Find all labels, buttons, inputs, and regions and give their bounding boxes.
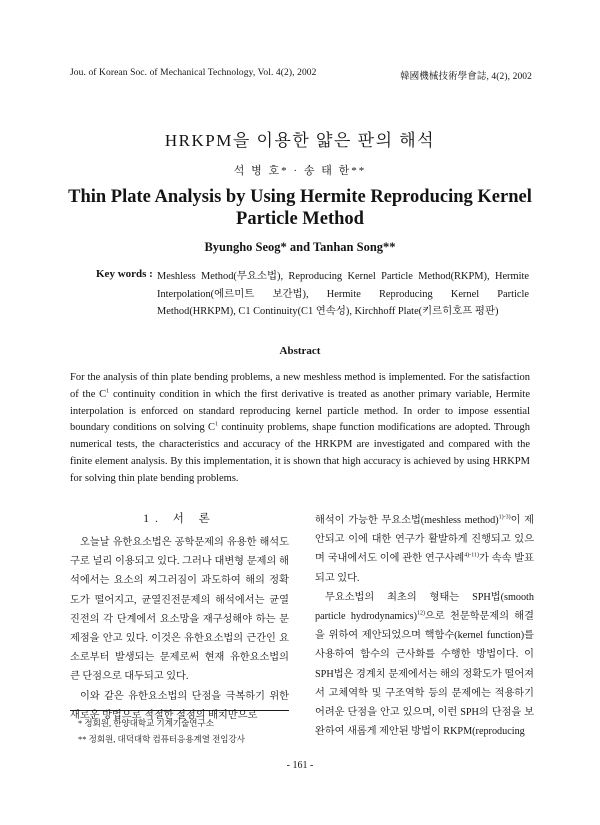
right-column [315, 511, 534, 741]
right-p2-text-b: 으로 천문학문제의 해결을 위하여 제안되었으며 핵함수(kernel function)를 사용하여 함수의 근사화를 수행한 방법이다. 이 SPH법은 경계치 문제에서는 해의 정확도가 떨어져서 고체역학 및 구조역학 등의 문제에는 적용하기 어려운 단점을 안고 있으며, 이런 SPH의 단점을 보완하여 새롭게 제안된 방법이 RKPM(reproducing [315, 611, 534, 738]
abstract-heading: Abstract [279, 345, 321, 357]
footnote-2: ** 정회원, 대덕대학 컴퓨터응용계열 전임강사 [78, 734, 245, 744]
left-paragraph-1: 오늘날 유한요소법은 공학문제의 유용한 해석도구로 널리 이용되고 있다. 그러나 대변형 문제의 해석에서는 요소의 찌그러짐이 과도하여 해의 정확도가 떨어지고, 균열진전문제의 해석에서는 균열진전의 각 단계에서 요소망을 재구성해야 하는 문제점을 안고 있다. 이것은 유한요소법의 근간인 요소로부터 발생되는 문제로써 현재 유한요소법의 큰 단점으로 대두되고 있다. [70, 537, 289, 683]
abstract-text-2: continuity condition in which the first derivative is treated as another primary variable, Hermite interpolation is enforced on standard reproducing kernel particle method. In order to impose essential boundary conditions on solving C [70, 388, 530, 434]
page-number: - 161 - [286, 760, 314, 771]
keywords-label: Key words : [96, 268, 153, 280]
right-p1-text-a: 해석이 가능한 무요소법(meshless method) [315, 515, 499, 526]
footnotes [78, 715, 318, 747]
right-paragraph-1 [315, 511, 534, 588]
running-header-left: Jou. of Korean Soc. of Mechanical Technology, Vol. 4(2), 2002 [70, 68, 317, 78]
right-p1-text-b: 이 제안되고 이에 대한 연구가 활발하게 진행되고 있으며 국내에서도 이에 관한 연구사례 [315, 515, 534, 565]
abstract-sup-2: 1 [215, 421, 219, 428]
abstract-sup-1: 1 [106, 388, 110, 395]
citation-sup-2: 4)-11) [464, 553, 480, 560]
citation-sup-3: 12) [417, 610, 426, 617]
right-p1-text-c: 가 속속 발표되고 있다. [315, 553, 534, 584]
running-header-right: 韓國機械技術學會誌, 4(2), 2002 [400, 72, 532, 82]
left-column [70, 533, 289, 725]
title-korean: HRKPM을 이용한 얇은 판의 해석 [164, 131, 436, 150]
footnote-divider [70, 710, 289, 711]
abstract-text-3: continuity problems, shape function modifications are adopted. Through numerical tests, the characteristics and accuracy of the HRKPM are investigated and compared with the finite element analysis. By this implementation, it is shown that high accuracy is achieved by using HRKPM for solving thin plate bending problems. [70, 422, 530, 484]
right-paragraph-2 [315, 588, 534, 742]
abstract-text-1: For the analysis of thin plate bending problems, a new meshless method is implemented. For the satisfaction of the C [70, 372, 530, 400]
citation-sup-1: 1)-3) [498, 514, 511, 521]
keywords-text: Meshless Method(무요소법), Reproducing Kernel Particle Method(RKPM), Hermite Interpolation(에르미트 보간법), Hermite Reproducing Kernel Particle Method(HRKPM), C1 Continuity(C1 연속성), Kirchhoff Plate(키르히호프 평판) [157, 271, 529, 317]
authors-korean: 석 병 호* · 송 태 한** [233, 165, 367, 177]
authors-english: Byungho Seog* and Tanhan Song** [204, 240, 396, 254]
section-heading: 1. 서 론 [143, 513, 216, 525]
right-p2-text-a: 무요소법의 최초의 형태는 SPH법(smooth particle hydrodynamics) [315, 591, 534, 623]
title-english: Thin Plate Analysis by Using Hermite Reproducing Kernel Particle Method [68, 187, 532, 229]
footnote-1: * 정회원, 한양대학교 기계기술연구소 [78, 718, 214, 728]
abstract-body [70, 370, 530, 488]
left-paragraph-2: 이와 같은 유한요소법의 단점을 극복하기 위한 새로운 방법으로 적절한 절점의 배치만으로 [70, 690, 289, 721]
